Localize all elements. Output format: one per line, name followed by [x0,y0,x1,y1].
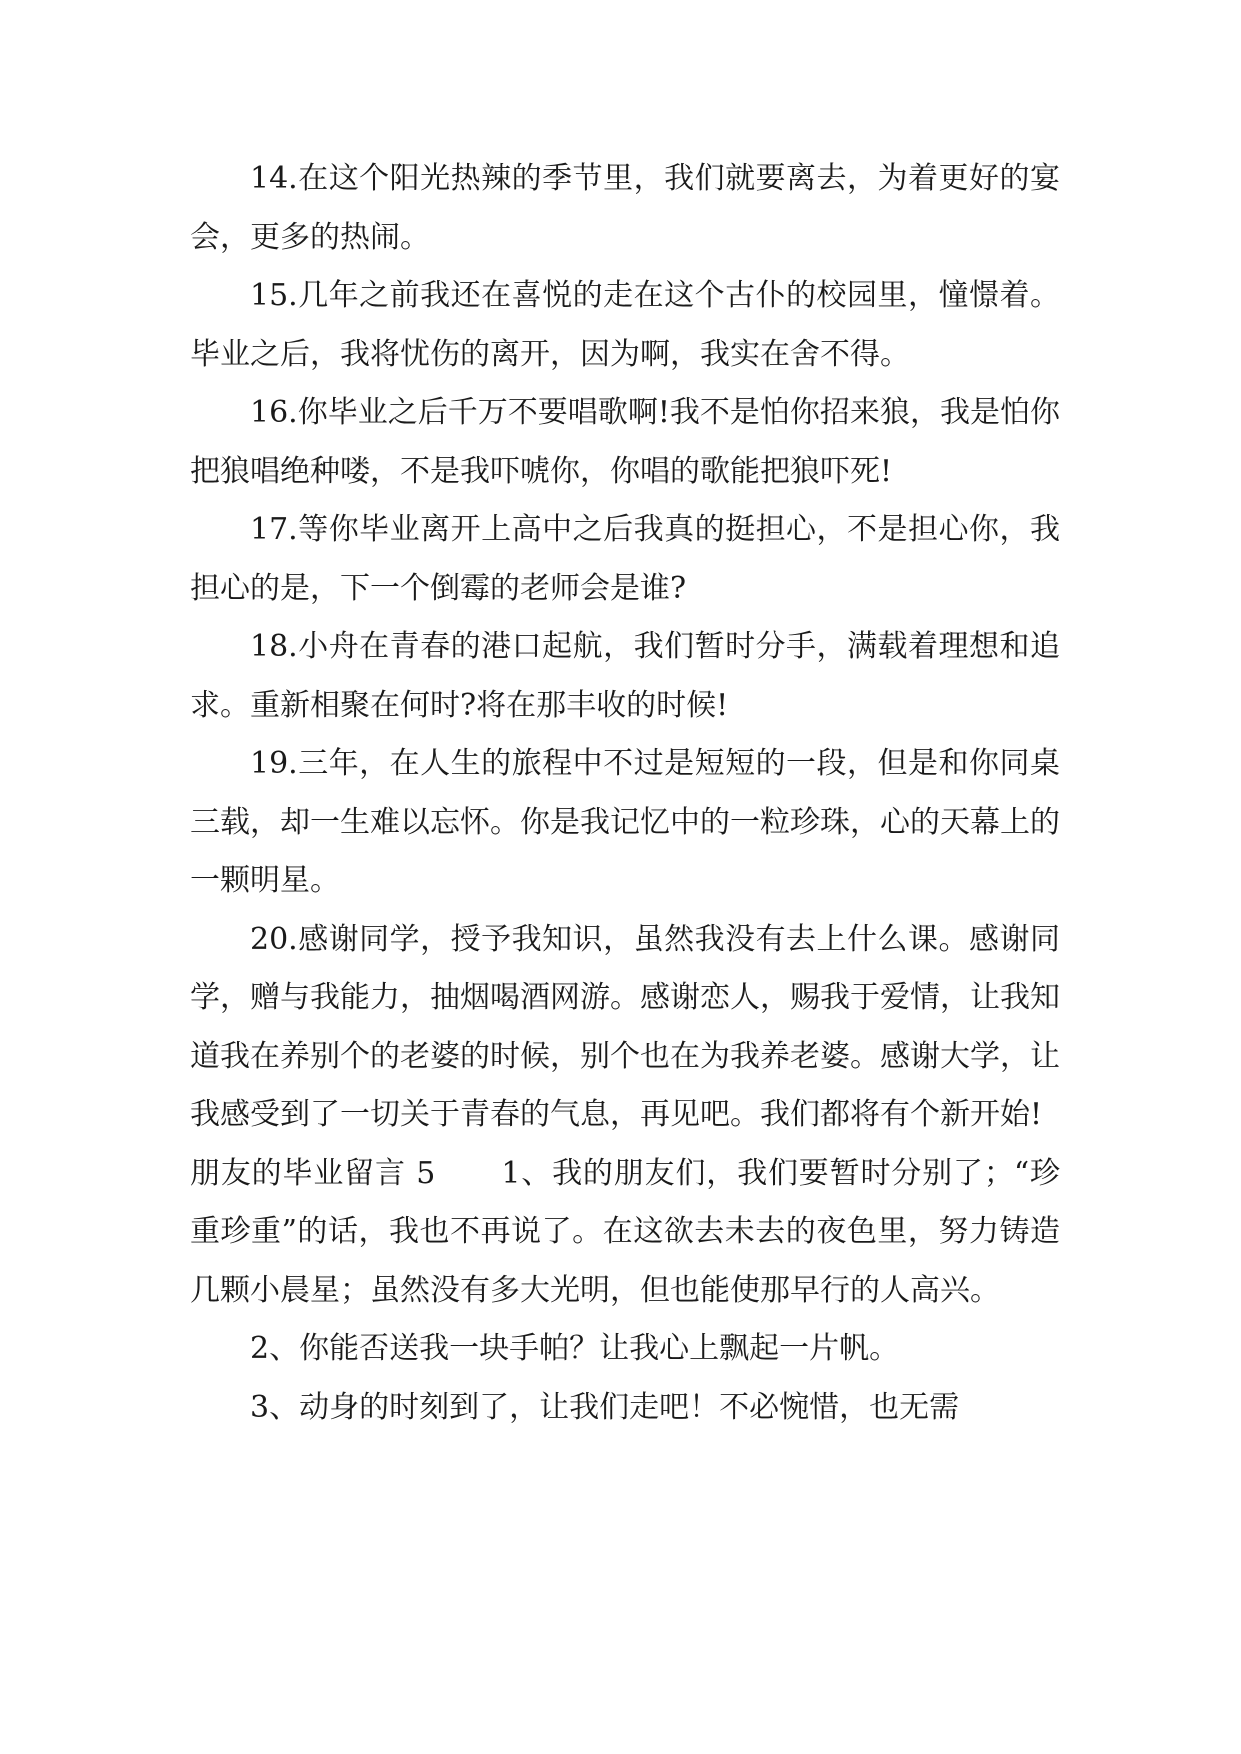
section-heading: 朋友的毕业留言 5 [190,1155,436,1191]
paragraph-15: 15.几年之前我还在喜悦的走在这个古仆的校园里，憧憬着。毕业之后，我将忧伤的离开，因为啊，我实在舍不得。 [190,278,1060,372]
document-page [190,150,1060,1437]
paragraph-16: 16.你毕业之后千万不要唱歌啊!我不是怕你招来狼，我是怕你把狼唱绝种喽，不是我吓唬你，你唱的歌能把狼吓死! [190,395,1060,489]
list-item-3: 3、动身的时刻到了，让我们走吧！不必惋惜，也无需 [250,1389,960,1425]
paragraph-17: 17.等你毕业离开上高中之后我真的挺担心，不是担心你，我担心的是，下一个倒霉的老师会是谁? [190,512,1060,606]
list-item-1: 1、我的朋友们，我们要暂时分别了；“珍重珍重”的话，我也不再说了。在这欲去未去的夜色里，努力铸造几颗小晨星；虽然没有多大光明，但也能使那早行的人高兴。 [190,1155,1060,1308]
section-first-paragraph [190,1145,1060,1321]
paragraph-18: 18.小舟在青春的港口起航，我们暂时分手，满载着理想和追求。重新相聚在何时?将在那丰收的时候! [190,629,1060,723]
paragraph-20: 20.感谢同学，授予我知识，虽然我没有去上什么课。感谢同学，赠与我能力，抽烟喝酒网游。感谢恋人，赐我于爱情，让我知道我在养别个的老婆的时候，别个也在为我养老婆。感谢大学，让我感受到了一切关于青春的气息，再见吧。我们都将有个新开始! [190,921,1060,1132]
list-item-2: 2、你能否送我一块手帕？让我心上飘起一片帆。 [250,1331,900,1366]
paragraph-14: 14.在这个阳光热辣的季节里，我们就要离去，为着更好的宴会，更多的热闹。 [190,161,1060,255]
paragraph-19: 19.三年，在人生的旅程中不过是短短的一段，但是和你同桌三载，却一生难以忘怀。你是我记忆中的一粒珍珠，心的天幕上的一颗明星。 [190,746,1060,898]
